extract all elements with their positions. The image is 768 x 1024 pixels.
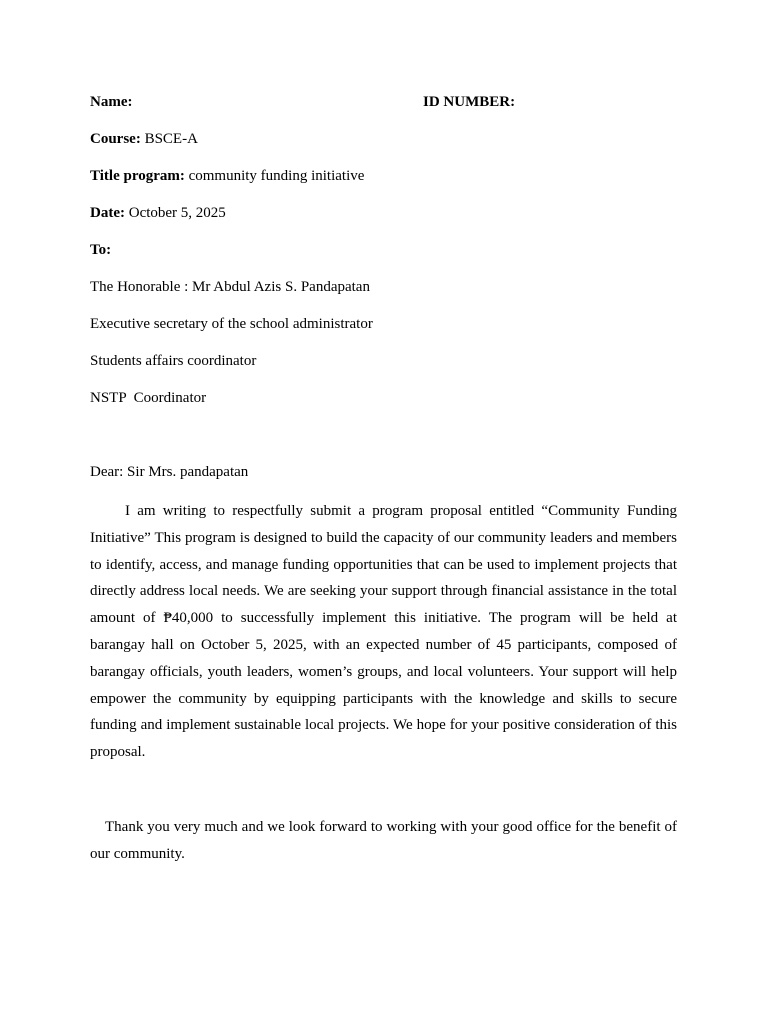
body-paragraph: I am writing to respectfully submit a program proposal entitled “Community Funding Initiative” This program is designed to build the capacity of our community leaders and members to identify, access, and manage funding opportunities that can be used to implement projects that directly address local needs. We are seeking your support through financial assistance in the total amount of ₱40,000 to successfully implement this initiative. The program will be held at barangay hall on October 5, 2025, with an expected number of 45 participants, composed of barangay officials, youth leaders, women’s groups, and local volunteers. Your support will help empower the community by equipping participants with the knowledge and skills to secure funding and implement sustainable local projects. We hope for your positive consideration of this proposal.	[90, 503, 677, 761]
title-program-row	[90, 165, 677, 188]
course-label: Course:	[90, 131, 141, 147]
name-row	[90, 91, 677, 114]
date-value: October 5, 2025	[128, 205, 226, 221]
course-value: BSCE-A	[144, 131, 198, 147]
date-row	[90, 202, 677, 225]
title-program-value: community funding initiative	[188, 168, 365, 184]
to-label: To:	[90, 242, 112, 258]
recipient-line: The Honorable : Mr Abdul Azis S. Pandapatan	[90, 279, 370, 295]
to-row	[90, 239, 677, 262]
title-program-label: Title program:	[90, 168, 185, 184]
letter-page	[90, 91, 677, 868]
name-label: Name:	[90, 94, 133, 110]
recipient-line: Students affairs coordinator	[90, 353, 257, 369]
date-label: Date:	[90, 205, 125, 221]
id-number-label: ID NUMBER:	[423, 94, 516, 110]
course-row	[90, 128, 677, 151]
recipient-line: Executive secretary of the school administrator	[90, 316, 373, 332]
closing-paragraph: Thank you very much and we look forward to working with your good office for the benefit of our community.	[90, 818, 677, 862]
salutation: Dear: Sir Mrs. pandapatan	[90, 464, 249, 480]
recipient-line: NSTP Coordinator	[90, 390, 207, 406]
